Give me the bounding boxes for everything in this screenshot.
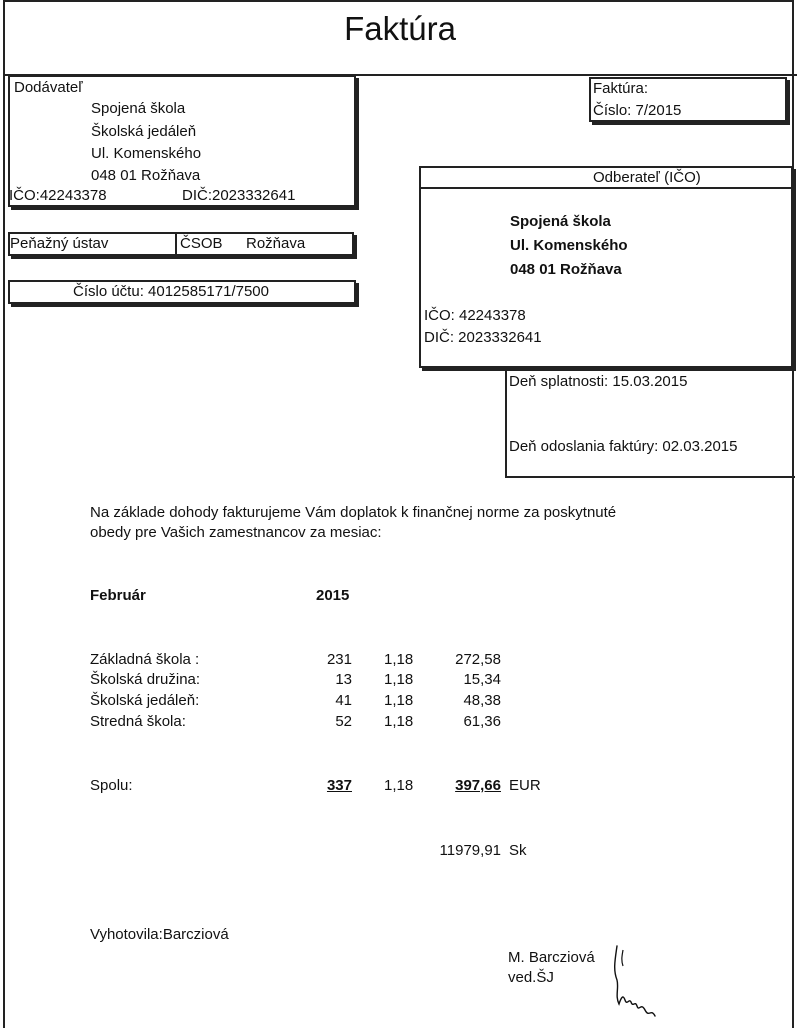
row-count: 13 <box>335 671 352 688</box>
supplier-line: 048 01 Rožňava <box>91 167 201 184</box>
row-price: 1,18 <box>384 651 414 668</box>
supplier-dic: DIČ:2023332641 <box>182 187 296 204</box>
customer-ico: IČO: 42243378 <box>424 307 526 324</box>
row-total: 48,38 <box>463 692 501 709</box>
row-total: 272,58 <box>455 651 501 668</box>
row-name: Školská jedáleň: <box>90 692 200 709</box>
prepared-by: Vyhotovila:Barcziová <box>90 926 229 943</box>
intro-line: Na základe dohody fakturujeme Vám doplatok k finančnej norme za poskytnuté <box>90 504 617 521</box>
customer-line: 048 01 Rožňava <box>510 261 622 278</box>
signer-name: M. Barcziová <box>508 949 595 966</box>
row-price: 1,18 <box>384 713 414 730</box>
supplier-line: Ul. Komenského <box>91 145 202 162</box>
sum-currency: EUR <box>509 777 541 794</box>
row-count: 41 <box>335 692 352 709</box>
invoice-number: Číslo: 7/2015 <box>593 102 682 119</box>
row-price: 1,18 <box>384 671 414 688</box>
row-count: 231 <box>326 651 352 668</box>
bank-name: ČSOB <box>180 235 223 252</box>
sum-total: 397,66 <box>455 777 501 794</box>
sum-price: 1,18 <box>384 777 414 794</box>
invoice-label: Faktúra: <box>593 80 649 97</box>
row-price: 1,18 <box>384 692 414 709</box>
handwritten-signature <box>605 940 675 1020</box>
row-name: Školská družina: <box>90 671 201 688</box>
sk-amount: 11979,91 <box>439 842 501 859</box>
row-total: 15,34 <box>463 671 501 688</box>
row-total: 61,36 <box>463 713 501 730</box>
sum-label: Spolu: <box>90 777 133 794</box>
row-name: Stredná škola: <box>90 713 186 730</box>
customer-dic: DIČ: 2023332641 <box>424 329 542 346</box>
bank-label: Peňažný ústav <box>10 235 109 252</box>
account-number: Číslo účtu: 4012585171/7500 <box>73 283 269 300</box>
sk-currency: Sk <box>509 842 527 859</box>
period-year: 2015 <box>316 587 350 604</box>
sent-date: Deň odoslania faktúry: 02.03.2015 <box>509 438 738 455</box>
customer-line: Spojená škola <box>510 213 611 230</box>
customer-heading-rule <box>421 187 791 189</box>
signer-role: ved.ŠJ <box>508 969 554 986</box>
sum-count: 337 <box>326 777 352 794</box>
due-date: Deň splatnosti: 15.03.2015 <box>509 373 688 390</box>
supplier-line: Školská jedáleň <box>91 123 197 140</box>
intro-line: obedy pre Vašich zamestnancov za mesiac: <box>90 524 382 541</box>
customer-line: Ul. Komenského <box>510 237 628 254</box>
invoice-title: Faktúra <box>344 10 456 47</box>
supplier-heading: Dodávateľ <box>14 79 83 96</box>
bank-divider <box>175 232 177 256</box>
row-count: 52 <box>335 713 352 730</box>
supplier-ico: IČO:42243378 <box>9 187 107 204</box>
customer-heading: Odberateľ (IČO) <box>593 169 701 186</box>
period-month: Február <box>90 587 146 604</box>
supplier-line: Spojená škola <box>91 100 186 117</box>
row-name: Základná škola : <box>90 651 200 668</box>
bank-city: Rožňava <box>246 235 306 252</box>
